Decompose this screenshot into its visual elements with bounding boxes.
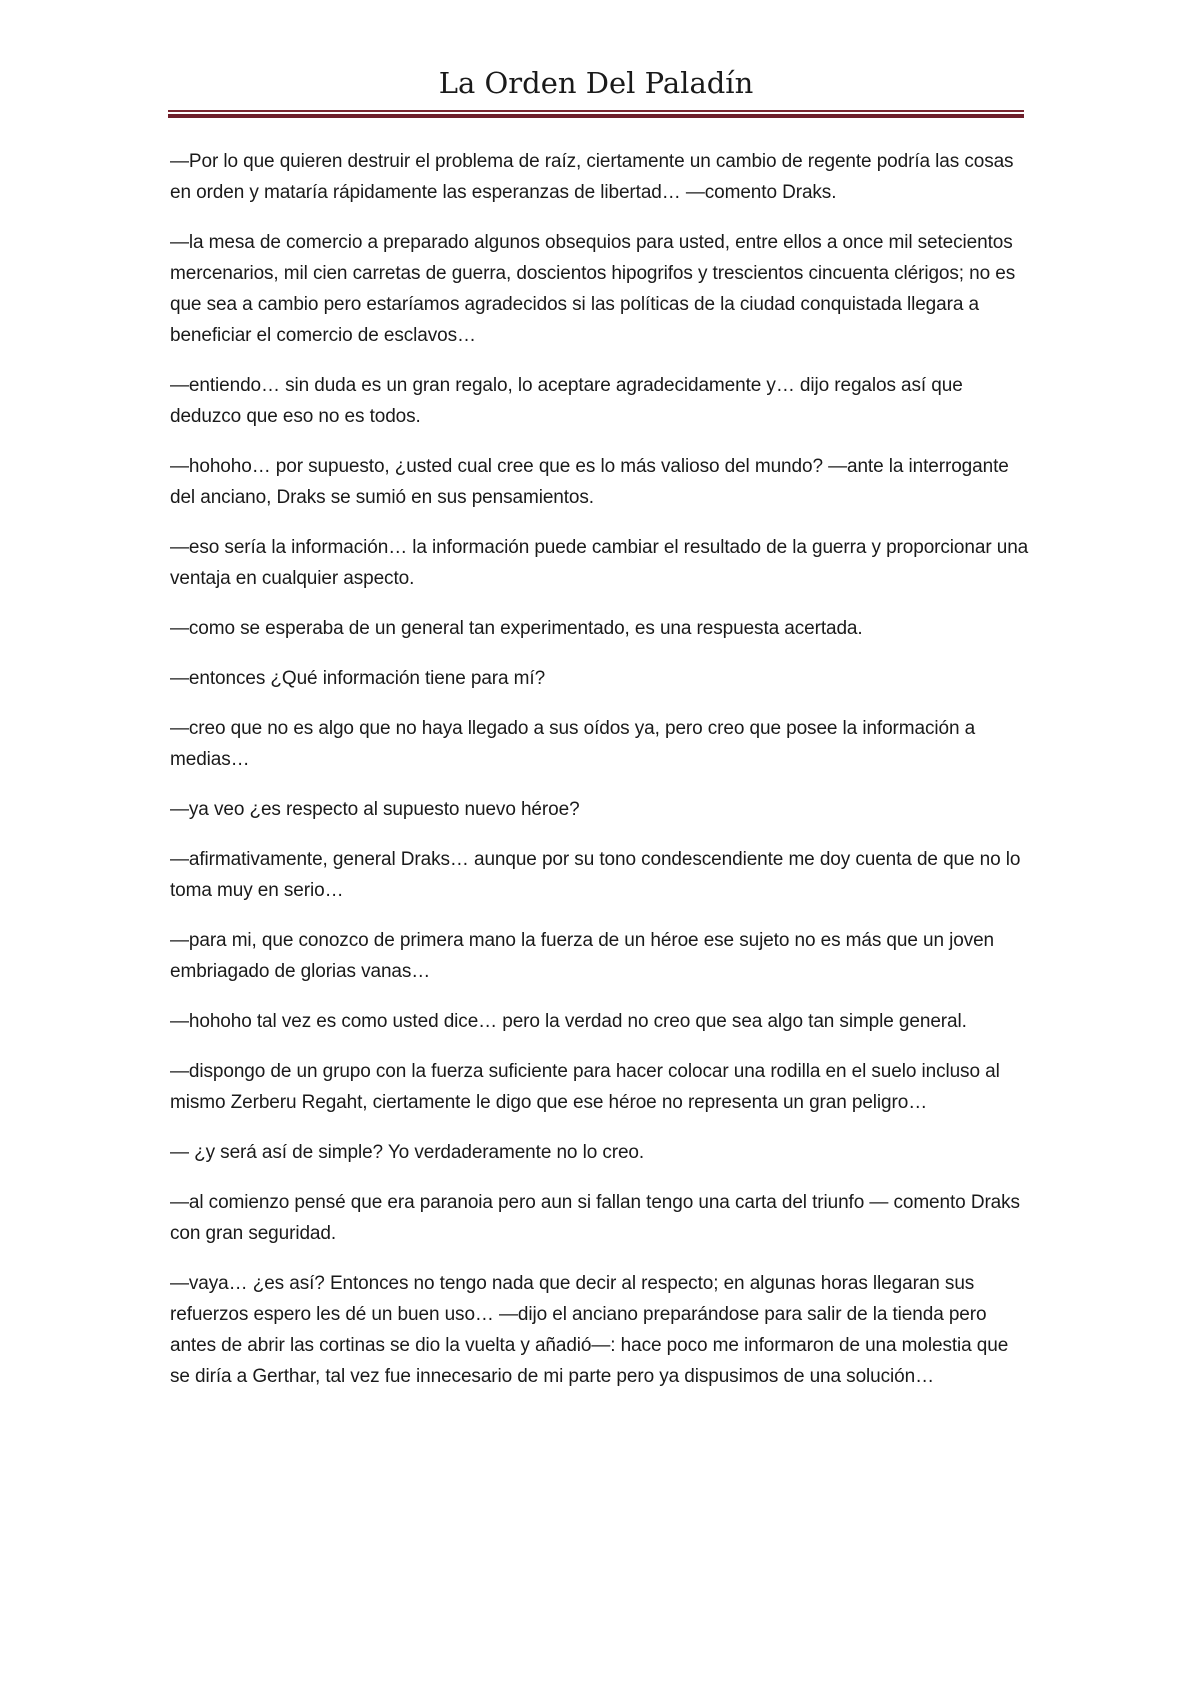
header-rule-thick [168,114,1024,118]
paragraph: —para mi, que conozco de primera mano la fuerza de un héroe ese sujeto no es más que un joven embriagado de glorias vanas… [170,930,995,982]
paragraph: —eso sería la información… la información puede cambiar el resultado de la guerra y proporcionar una ventaja en cualquier aspecto. [170,537,1029,589]
paragraph: —afirmativamente, general Draks… aunque por su tono condescendiente me doy cuenta de que no lo toma muy en serio… [170,849,1021,901]
header-title: La Orden Del Paladín [438,66,754,100]
paragraph: —ya veo ¿es respecto al supuesto nuevo héroe? [170,799,580,820]
paragraph: —al comienzo pensé que era paranoia pero aun si fallan tengo una carta del triunfo — comento Draks con gran seguridad. [170,1192,1020,1244]
paragraph: —vaya… ¿es así? Entonces no tengo nada que decir al respecto; en algunas horas llegaran sus refuerzos espero les dé un buen uso… —dijo el anciano preparándose para salir de la tienda pero antes de abrir las cortinas se dio la vuelta y añadió—: hace poco me informaron de una molestia que se diría a Gerthar, tal vez fue innecesario de mi parte pero ya dispusimos de una solución… [170,1273,1009,1387]
paragraph: —dispongo de un grupo con la fuerza suficiente para hacer colocar una rodilla en el suelo incluso al mismo Zerberu Regaht, ciertamente le digo que ese héroe no representa un gran peligro… [170,1061,1000,1113]
paragraph: —como se esperaba de un general tan experimentado, es una respuesta acertada. [170,618,863,639]
paragraph: —entonces ¿Qué información tiene para mí? [170,668,546,689]
paragraph: —hohoho tal vez es como usted dice… pero la verdad no creo que sea algo tan simple general. [170,1011,967,1032]
paragraph: —entiendo… sin duda es un gran regalo, lo aceptare agradecidamente y… dijo regalos así que deduzco que eso no es todos. [170,375,963,427]
paragraph: — ¿y será así de simple? Yo verdaderamente no lo creo. [170,1142,645,1163]
paragraph: —la mesa de comercio a preparado algunos obsequios para usted, entre ellos a once mil setecientos mercenarios, mil cien carretas de guerra, doscientos hipogrifos y trescientos cincuenta clérigos; no es que sea a cambio pero estaríamos agradecidos si las políticas de la ciudad conquistada llegara a beneficiar el comercio de esclavos… [170,232,1016,346]
body-text [170,146,1030,1411]
paragraph: —creo que no es algo que no haya llegado a sus oídos ya, pero creo que posee la información a medias… [170,718,976,770]
header-rule-thin [168,110,1024,112]
page-header [168,66,1024,101]
paragraph: —Por lo que quieren destruir el problema de raíz, ciertamente un cambio de regente podría las cosas en orden y mataría rápidamente las esperanzas de libertad… —comento Draks. [170,151,1014,203]
paragraph: —hohoho… por supuesto, ¿usted cual cree que es lo más valioso del mundo? —ante la interrogante del anciano, Draks se sumió en sus pensamientos. [170,456,1009,508]
